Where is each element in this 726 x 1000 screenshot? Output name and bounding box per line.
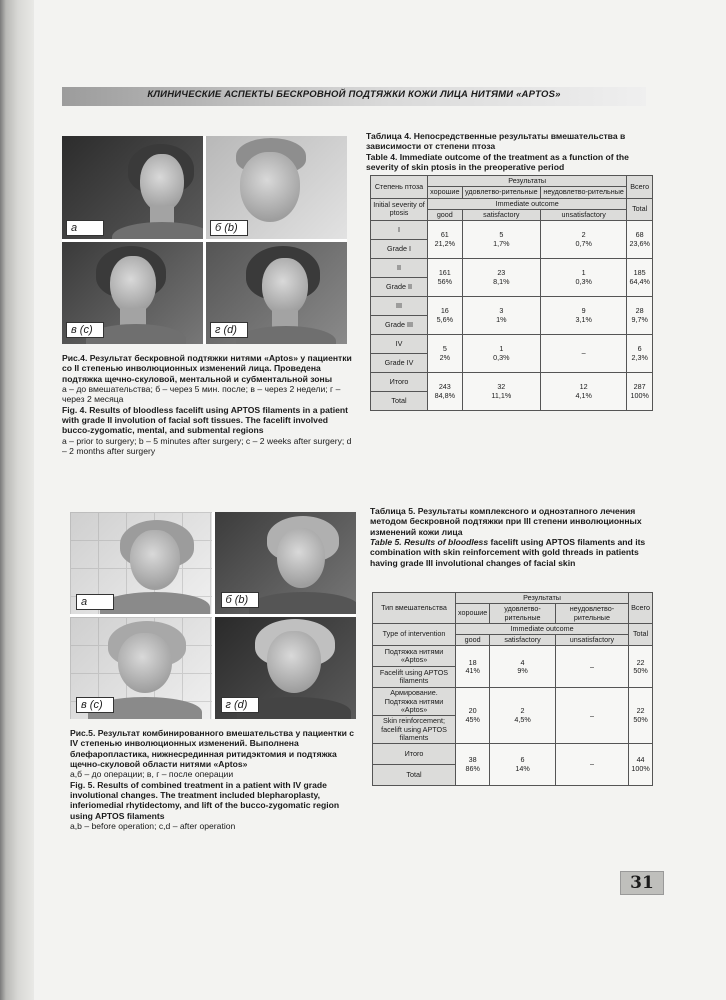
- t5-head-good-en: good: [456, 635, 490, 646]
- running-header: КЛИНИЧЕСКИЕ АСПЕКТЫ БЕСКРОВНОЙ ПОДТЯЖКИ КОЖИ ЛИЦА НИТЯМИ «APTOS»: [147, 89, 561, 100]
- cell-sat: [490, 688, 555, 744]
- row-label-ru: Подтяжка нитями «Aptos»: [373, 646, 456, 667]
- row-label-ru: III: [371, 297, 428, 316]
- cell-good: [428, 373, 463, 411]
- figure-5-photos: [70, 512, 356, 719]
- fig4-photo-b: [206, 136, 347, 239]
- fig4-photo-c: [62, 242, 203, 345]
- t5-head-sat-ru: удовлетво-рительные: [490, 604, 555, 624]
- cell-percent: 41%: [465, 665, 480, 675]
- cell-good: [456, 646, 490, 688]
- cell-count: 22: [636, 706, 645, 716]
- cell-count: 12: [579, 382, 588, 392]
- fig4-caption-en: Fig. 4. Results of bloodless facelift using APTOS filaments in a patient with grade II involution of facial soft tissues. The facelift involved bucco-zygomatic, mental, and submental regions: [62, 404, 349, 436]
- cell-percent: 0,3%: [575, 276, 592, 286]
- fig4-photo-d: [206, 242, 347, 345]
- cell-percent: 45%: [465, 714, 480, 724]
- cell-percent: 0,3%: [493, 352, 510, 362]
- fig5-caption-en: Fig. 5. Results of combined treatment in a patient with IV grade involutional changes. The treatment included blepharoplasty, inferiomedial rhytidectomy, and lift of the bucco-zygomatic region using APTOS filaments: [70, 779, 340, 821]
- t4-head-sat-en: satisfactory: [462, 209, 540, 220]
- cell-count: 287: [633, 382, 646, 392]
- cell-count: 5: [499, 230, 504, 240]
- cell-good: [428, 335, 463, 373]
- t5-head-unsat-ru: неудовлетво-рительные: [555, 604, 628, 624]
- row-label-ru: I: [371, 221, 428, 240]
- t5-head-col0-en: Type of intervention: [373, 623, 456, 646]
- fig4-label-b: б (b): [210, 220, 248, 236]
- t4-head-unsat-en: unsatisfactory: [541, 209, 627, 220]
- t5-head-total-ru: Всего: [629, 593, 653, 624]
- cell-count: 20: [468, 706, 477, 716]
- cell-count: 23: [497, 268, 506, 278]
- cell-total: [627, 335, 653, 373]
- fig5-label-a: а: [76, 594, 114, 610]
- t4-head-col0-ru: Степень птоза: [371, 176, 428, 199]
- cell-count: 2: [581, 230, 586, 240]
- table5-title-en: facelift using APTOS filaments and its combination with skin reinforcement with gold threads in patients having grade III involutional changes of facial skin: [370, 536, 646, 568]
- t4-head-col0-en: Initial severity of ptosis: [371, 198, 428, 221]
- cell-count: –: [581, 348, 586, 358]
- row-label-ru: II: [371, 259, 428, 278]
- cell-percent: 84,8%: [434, 390, 455, 400]
- cell-percent: 9%: [517, 665, 528, 675]
- cell-unsat: [541, 335, 627, 373]
- cell-count: 22: [636, 657, 645, 667]
- cell-percent: 14%: [515, 763, 530, 773]
- fig5-label-c: в (c): [76, 697, 114, 713]
- fig5-photo-c: [70, 617, 212, 719]
- cell-percent: 1%: [496, 314, 507, 324]
- t5-head-total-en: Total: [629, 623, 653, 646]
- cell-count: 2: [520, 706, 525, 716]
- cell-sat: [490, 646, 555, 688]
- table-4-caption: [366, 131, 654, 172]
- t4-head-good-en: good: [428, 209, 463, 220]
- cell-percent: 64,4%: [629, 276, 650, 286]
- cell-count: 161: [438, 268, 451, 278]
- cell-sat: [462, 221, 540, 259]
- cell-count: –: [589, 759, 594, 769]
- fig4-label-c: в (c): [66, 322, 104, 338]
- cell-count: 4: [520, 657, 525, 667]
- row-label-en: Total: [371, 392, 428, 411]
- cell-sat: [462, 335, 540, 373]
- table5-title-en-italic: Table 5. Results of bloodless: [370, 536, 489, 547]
- t4-head-total-en: Total: [627, 198, 653, 221]
- cell-count: 9: [581, 306, 586, 316]
- cell-count: 32: [497, 382, 506, 392]
- cell-percent: 3,1%: [575, 314, 592, 324]
- t5-head-group-en: Immediate outcome: [456, 623, 629, 634]
- fig5-label-b: б (b): [221, 592, 259, 608]
- figure-5-caption: [70, 728, 358, 831]
- cell-count: 6: [520, 755, 525, 765]
- cell-unsat: [555, 646, 628, 688]
- cell-count: 185: [633, 268, 646, 278]
- cell-percent: 56%: [437, 276, 452, 286]
- cell-unsat: [555, 688, 628, 744]
- cell-unsat: [541, 373, 627, 411]
- cell-percent: 50%: [633, 665, 648, 675]
- fig5-legend-ru: а,б – до операции; в, г – после операции: [70, 769, 234, 780]
- cell-count: 28: [635, 306, 644, 316]
- cell-good: [428, 297, 463, 335]
- cell-count: –: [589, 661, 594, 671]
- fig4-label-d: г (d): [210, 322, 248, 338]
- cell-total: [629, 688, 653, 744]
- t5-head-group-ru: Результаты: [456, 593, 629, 604]
- t5-head-sat-en: satisfactory: [490, 635, 555, 646]
- figure-4-photos: [62, 136, 347, 344]
- cell-count: –: [589, 710, 594, 720]
- t4-head-total-ru: Всего: [627, 176, 653, 199]
- t4-head-group-ru: Результаты: [428, 176, 627, 187]
- cell-percent: 50%: [633, 714, 648, 724]
- cell-unsat: [555, 744, 628, 786]
- row-label-en: Grade IV: [371, 354, 428, 373]
- cell-sat: [462, 373, 540, 411]
- table-4: [370, 175, 653, 411]
- table5-title-ru: Таблица 5. Результаты комплексного и одноэтапного лечения методом бескровной подтяжки при III степени инволюционных изменений кожи лица: [370, 506, 642, 537]
- row-label-ru: Армирование. Подтяжка нитями «Aptos»: [373, 688, 456, 716]
- cell-percent: 86%: [465, 763, 480, 773]
- t4-head-unsat-ru: неудовлетво-рительные: [541, 187, 627, 198]
- cell-good: [428, 259, 463, 297]
- fig5-photo-b: [215, 512, 357, 614]
- cell-percent: 1,7%: [493, 238, 510, 248]
- cell-total: [627, 259, 653, 297]
- table4-title-en: Table 4. Immediate outcome of the treatment as a function of the severity of skin ptosis in the preoperative period: [366, 151, 629, 172]
- cell-percent: 100%: [631, 763, 650, 773]
- cell-count: 1: [581, 268, 586, 278]
- fig5-caption-ru: Рис.5. Результат комбинированного вмешательства у пациентки с IV степенью инволюционных изменений. Выполнена блефаропластика, нижнесрединная ритидэктомия и подтяжка щечно-скуловой области нитями «Aptos»: [70, 728, 355, 769]
- book-binding-shadow: [0, 0, 34, 1000]
- row-label-en: Facelift using APTOS filaments: [373, 667, 456, 688]
- cell-percent: 9,7%: [631, 314, 648, 324]
- cell-unsat: [541, 297, 627, 335]
- cell-total: [629, 646, 653, 688]
- cell-percent: 21,2%: [434, 238, 455, 248]
- fig4-legend-ru: а – до вмешательства; б – через 5 мин. после; в – через 2 недели; г – через 2 месяца: [62, 383, 341, 405]
- cell-percent: 2%: [439, 352, 450, 362]
- cell-count: 68: [635, 230, 644, 240]
- cell-count: 61: [440, 230, 449, 240]
- table-5-caption: [370, 506, 658, 568]
- row-label-ru: IV: [371, 335, 428, 354]
- cell-sat: [490, 744, 555, 786]
- fig5-label-d: г (d): [221, 697, 259, 713]
- t5-head-col0-ru: Тип вмешательства: [373, 593, 456, 624]
- cell-count: 44: [636, 755, 645, 765]
- cell-unsat: [541, 259, 627, 297]
- cell-percent: 5,6%: [436, 314, 453, 324]
- fig4-caption-ru: Рис.4. Результат бескровной подтяжки нитями «Aptos» у пациентки со II степенью инволюционных изменений лица. Проведена подтяжка щечно-скуловой, ментальной и субментальной зоны: [62, 353, 352, 384]
- fig4-legend-en: a – prior to surgery; b – 5 minutes after surgery; c – 2 weeks after surgery; d – 2 months after surgery: [62, 435, 352, 456]
- row-label-en: Total: [373, 765, 456, 786]
- cell-count: 6: [637, 344, 642, 354]
- cell-total: [627, 373, 653, 411]
- t4-head-sat-ru: удовлетво-рительные: [462, 187, 540, 198]
- row-label-en: Grade II: [371, 278, 428, 297]
- cell-percent: 4,5%: [514, 714, 531, 724]
- table-5: [372, 592, 653, 786]
- cell-good: [456, 688, 490, 744]
- cell-count: 3: [499, 306, 504, 316]
- table4-title-ru: Таблица 4. Непосредственные результаты вмешательства в зависимости от степени птоза: [366, 131, 626, 152]
- t5-head-unsat-en: unsatisfactory: [555, 635, 628, 646]
- cell-count: 38: [468, 755, 477, 765]
- t5-head-good-ru: хорошие: [456, 604, 490, 624]
- cell-count: 18: [468, 657, 477, 667]
- row-label-ru: Итого: [373, 744, 456, 765]
- cell-percent: 11,1%: [491, 390, 512, 400]
- cell-percent: 8,1%: [493, 276, 510, 286]
- figure-4-caption: [62, 353, 354, 456]
- page-number: 31: [620, 871, 664, 895]
- row-label-ru: Итого: [371, 373, 428, 392]
- row-label-en: Grade I: [371, 240, 428, 259]
- fig4-label-a: а: [66, 220, 104, 236]
- cell-percent: 4,1%: [575, 390, 592, 400]
- t4-head-group-en: Immediate outcome: [428, 198, 627, 209]
- cell-sat: [462, 259, 540, 297]
- cell-total: [629, 744, 653, 786]
- cell-unsat: [541, 221, 627, 259]
- cell-percent: 0,7%: [575, 238, 592, 248]
- fig5-legend-en: a,b – before operation; c,d – after operation: [70, 820, 236, 831]
- cell-total: [627, 221, 653, 259]
- row-label-en: Skin reinforcement; facelift using APTOS filaments: [373, 716, 456, 744]
- fig5-photo-a: [70, 512, 212, 614]
- cell-good: [456, 744, 490, 786]
- fig4-photo-a: [62, 136, 203, 239]
- cell-percent: 100%: [630, 390, 649, 400]
- cell-percent: 23,6%: [629, 238, 650, 248]
- cell-total: [627, 297, 653, 335]
- cell-good: [428, 221, 463, 259]
- t4-head-good-ru: хорошие: [428, 187, 463, 198]
- cell-percent: 2,3%: [631, 352, 648, 362]
- cell-sat: [462, 297, 540, 335]
- cell-count: 1: [499, 344, 504, 354]
- row-label-en: Grade III: [371, 316, 428, 335]
- cell-count: 16: [440, 306, 449, 316]
- cell-count: 5: [442, 344, 447, 354]
- fig5-photo-d: [215, 617, 357, 719]
- cell-count: 243: [438, 382, 451, 392]
